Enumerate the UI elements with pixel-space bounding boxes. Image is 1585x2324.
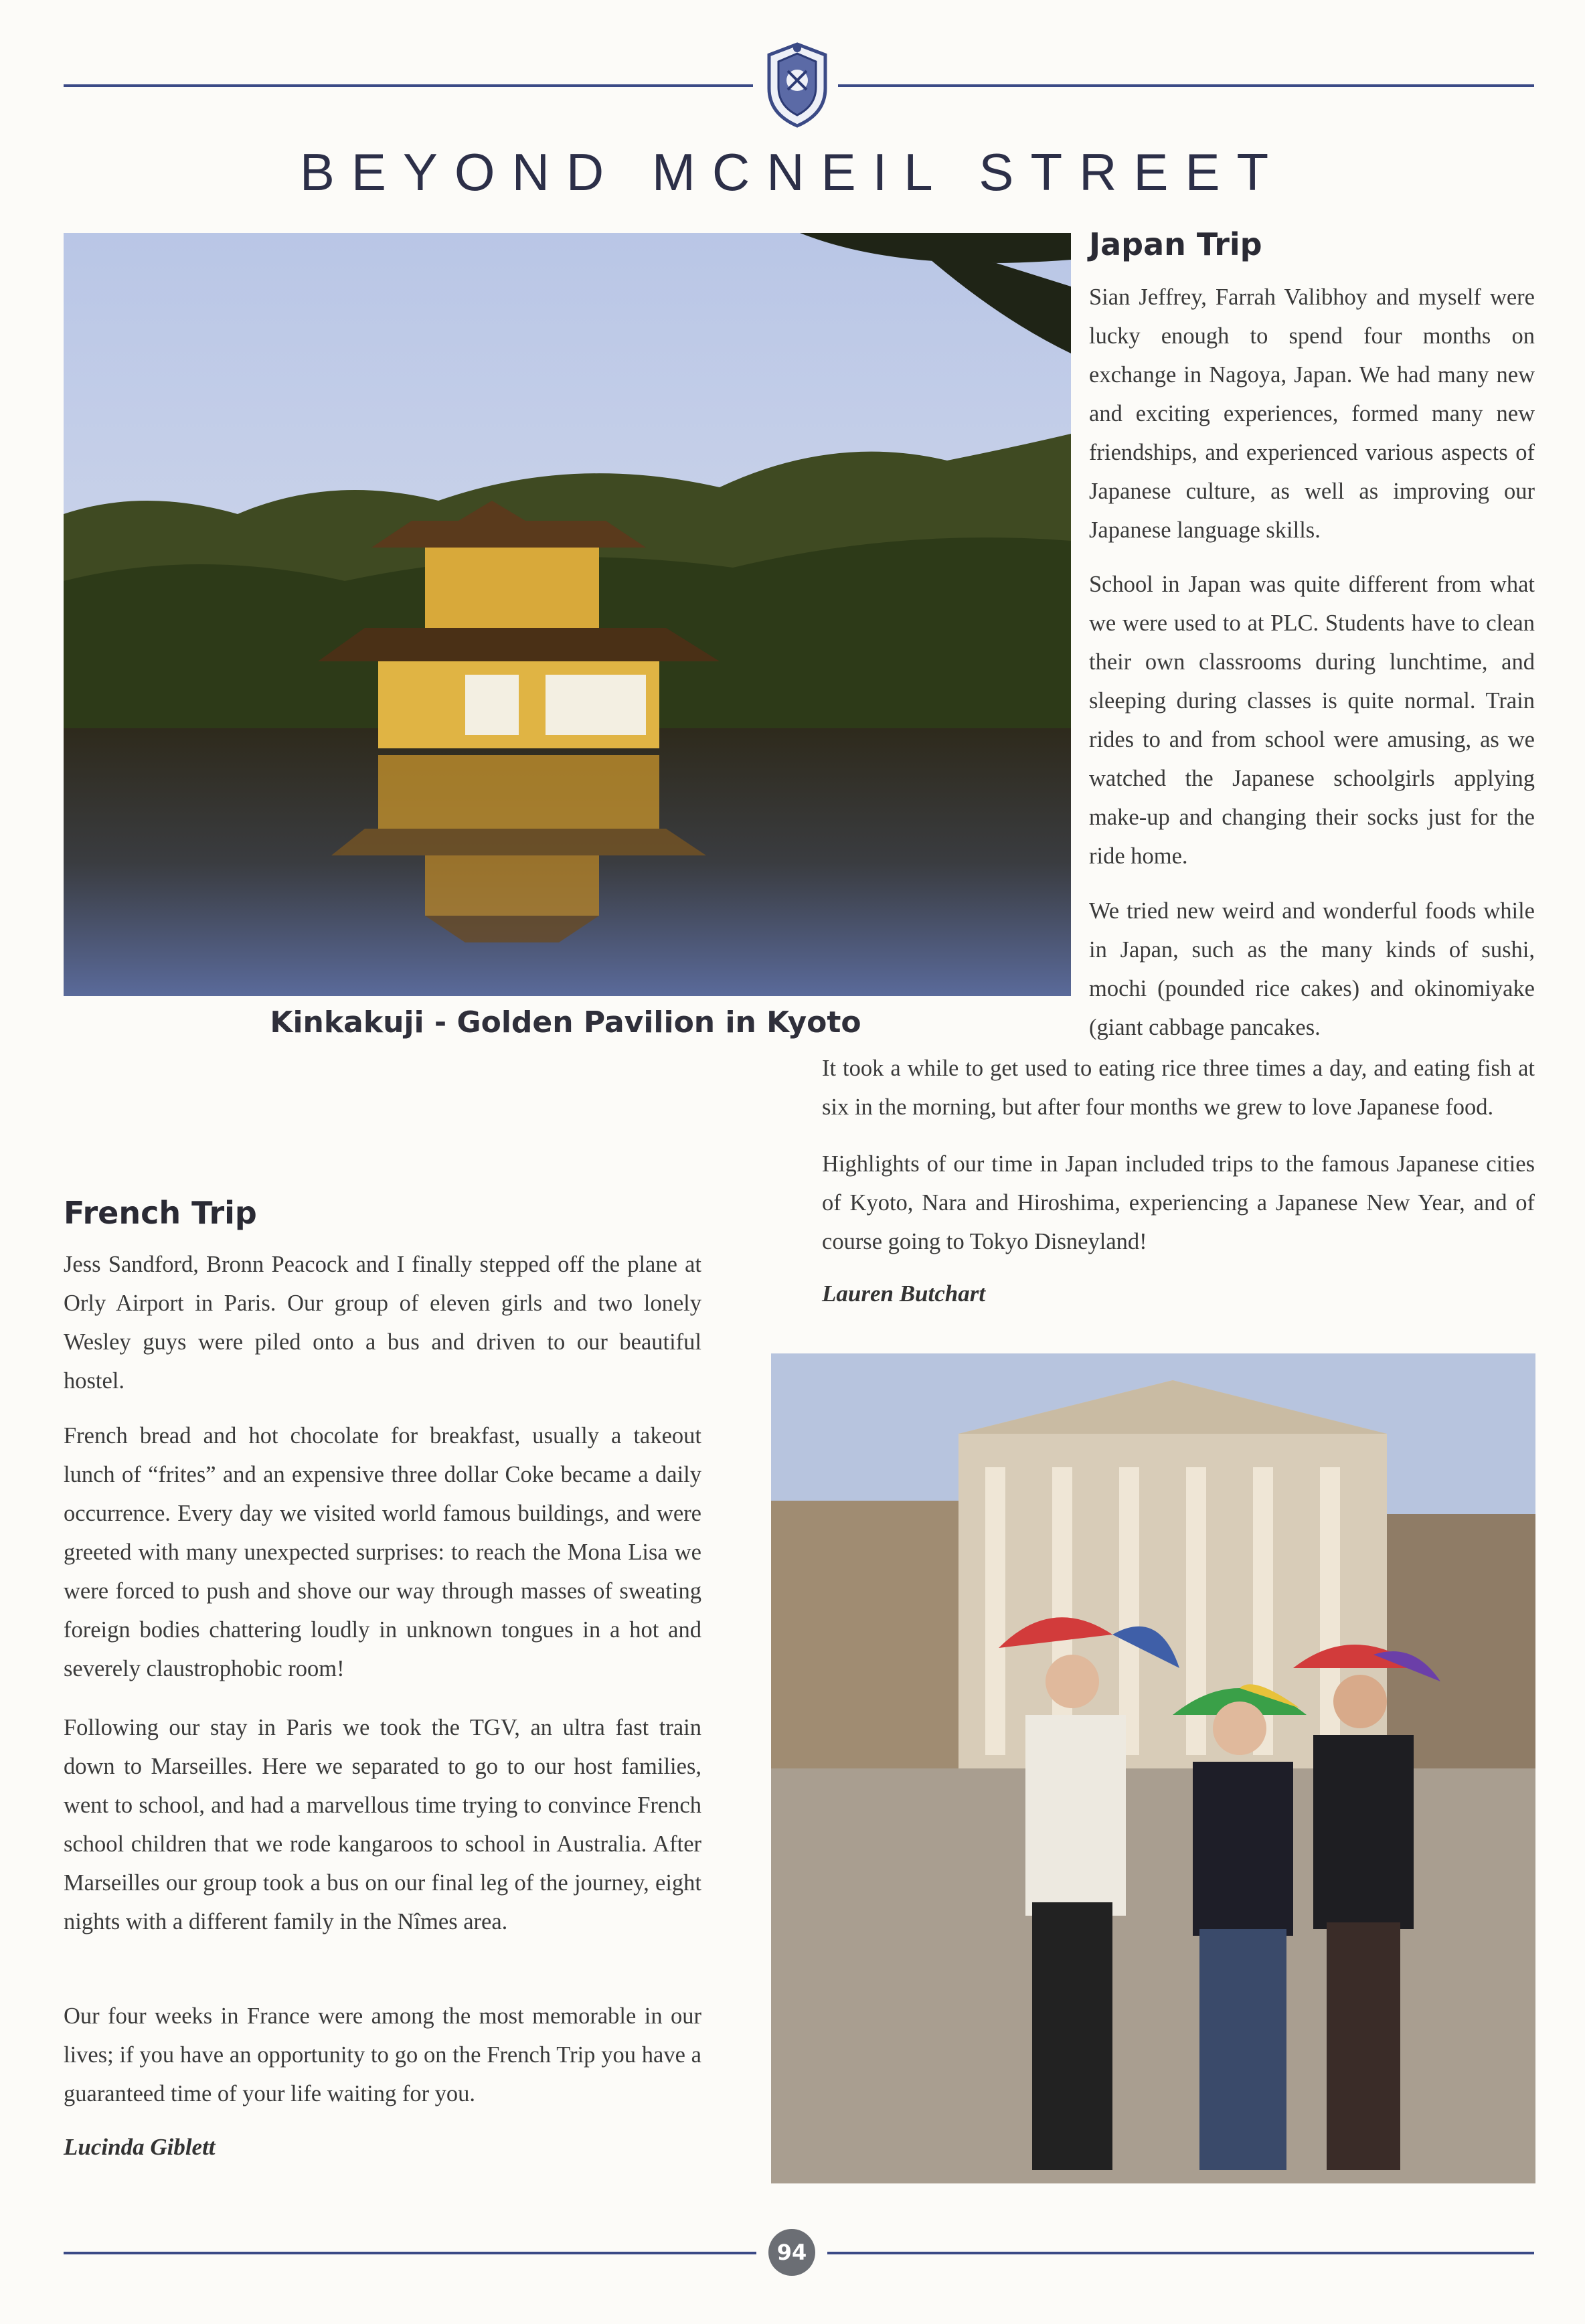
kyoto-photo-caption: Kinkakuji - Golden Pavilion in Kyoto — [270, 1005, 861, 1040]
footer-rule-left — [64, 2252, 756, 2254]
school-crest-icon — [763, 42, 831, 129]
japan-paragraph-4: It took a while to get used to eating rice three times a day, and eating fish at six in the morning, but after four months we grew to love Japanese food. — [822, 1056, 1535, 1120]
french-paragraph-3: Following our stay in Paris we took the TGV, an ultra fast train down to Marseilles. Here we separated to go to our host families, went to school, and had a marvellous time trying to convince French school children that we rode kangaroos to school in Australia. After Marseilles our group took a bus on our final leg of the journey, eight nights with a different family in the Nîmes area. — [64, 1715, 701, 1934]
japan-paragraph-5: Highlights of our time in Japan included trips to the famous Japanese cities of Kyoto, Nara and Hiroshima, experiencing a Japanese New Year, and of course going to Tokyo Disneyland! — [822, 1151, 1535, 1254]
french-paragraph-4: Our four weeks in France were among the most memorable in our lives; if you have an opportunity to go on the French Trip you have a guaranteed time of your life waiting for you. — [64, 2003, 701, 2106]
french-paragraph-2: French bread and hot chocolate for breakfast, usually a takeout lunch of “frites” and an expensive three dollar Coke became a daily occurrence. Every day we visited world famous buildings, and were greeted with many unexpected surprises: to reach the Mona Lisa we were forced to push and shove our way through masses of sweating foreign bodies chattering loudly in unknown tongues in a hot and severely claustrophobic room! — [64, 1423, 701, 1681]
kinkakuji-photo — [64, 233, 1071, 996]
japan-author: Lauren Butchart — [822, 1280, 986, 1307]
versailles-umbrella-hats-photo — [771, 1353, 1535, 2183]
header-rule-right — [838, 84, 1534, 87]
japan-trip-heading: Japan Trip — [1089, 226, 1262, 262]
french-author: Lucinda Giblett — [64, 2134, 216, 2160]
masthead-title: BEYOND MCNEIL STREET — [299, 143, 1286, 201]
french-paragraph-1: Jess Sandford, Bronn Peacock and I finally stepped off the plane at Orly Airport in Paris. Our group of eleven girls and two lonely Wesley guys were piled onto a bus and driven to our beautiful hostel. — [64, 1252, 701, 1394]
french-trip-heading: French Trip — [64, 1195, 257, 1231]
footer-rule-right — [827, 2252, 1534, 2254]
japan-paragraph-1: Sian Jeffrey, Farrah Valibhoy and myself were lucky enough to spend four months on exchange in Nagoya, Japan. We had many new and exciting experiences, formed many new friendships, and experienced various aspects of Japanese culture, as well as improving our Japanese language skills. — [1089, 284, 1535, 543]
header-rule-left — [64, 84, 753, 87]
japan-paragraph-3: We tried new weird and wonderful foods while in Japan, such as the many kinds of sushi, mochi (pounded rice cakes) and okinomiyake (giant cabbage pancakes. — [1089, 898, 1535, 1040]
japan-paragraph-2: School in Japan was quite different from what we were used to at PLC. Students have to clean their own classrooms during lunchtime, and sleeping during classes is quite normal. Train rides to and from school were amusing, as we watched the Japanese schoolgirls applying make-up and changing their socks just for the ride home. — [1089, 572, 1535, 869]
page-number: 94 — [768, 2229, 815, 2276]
